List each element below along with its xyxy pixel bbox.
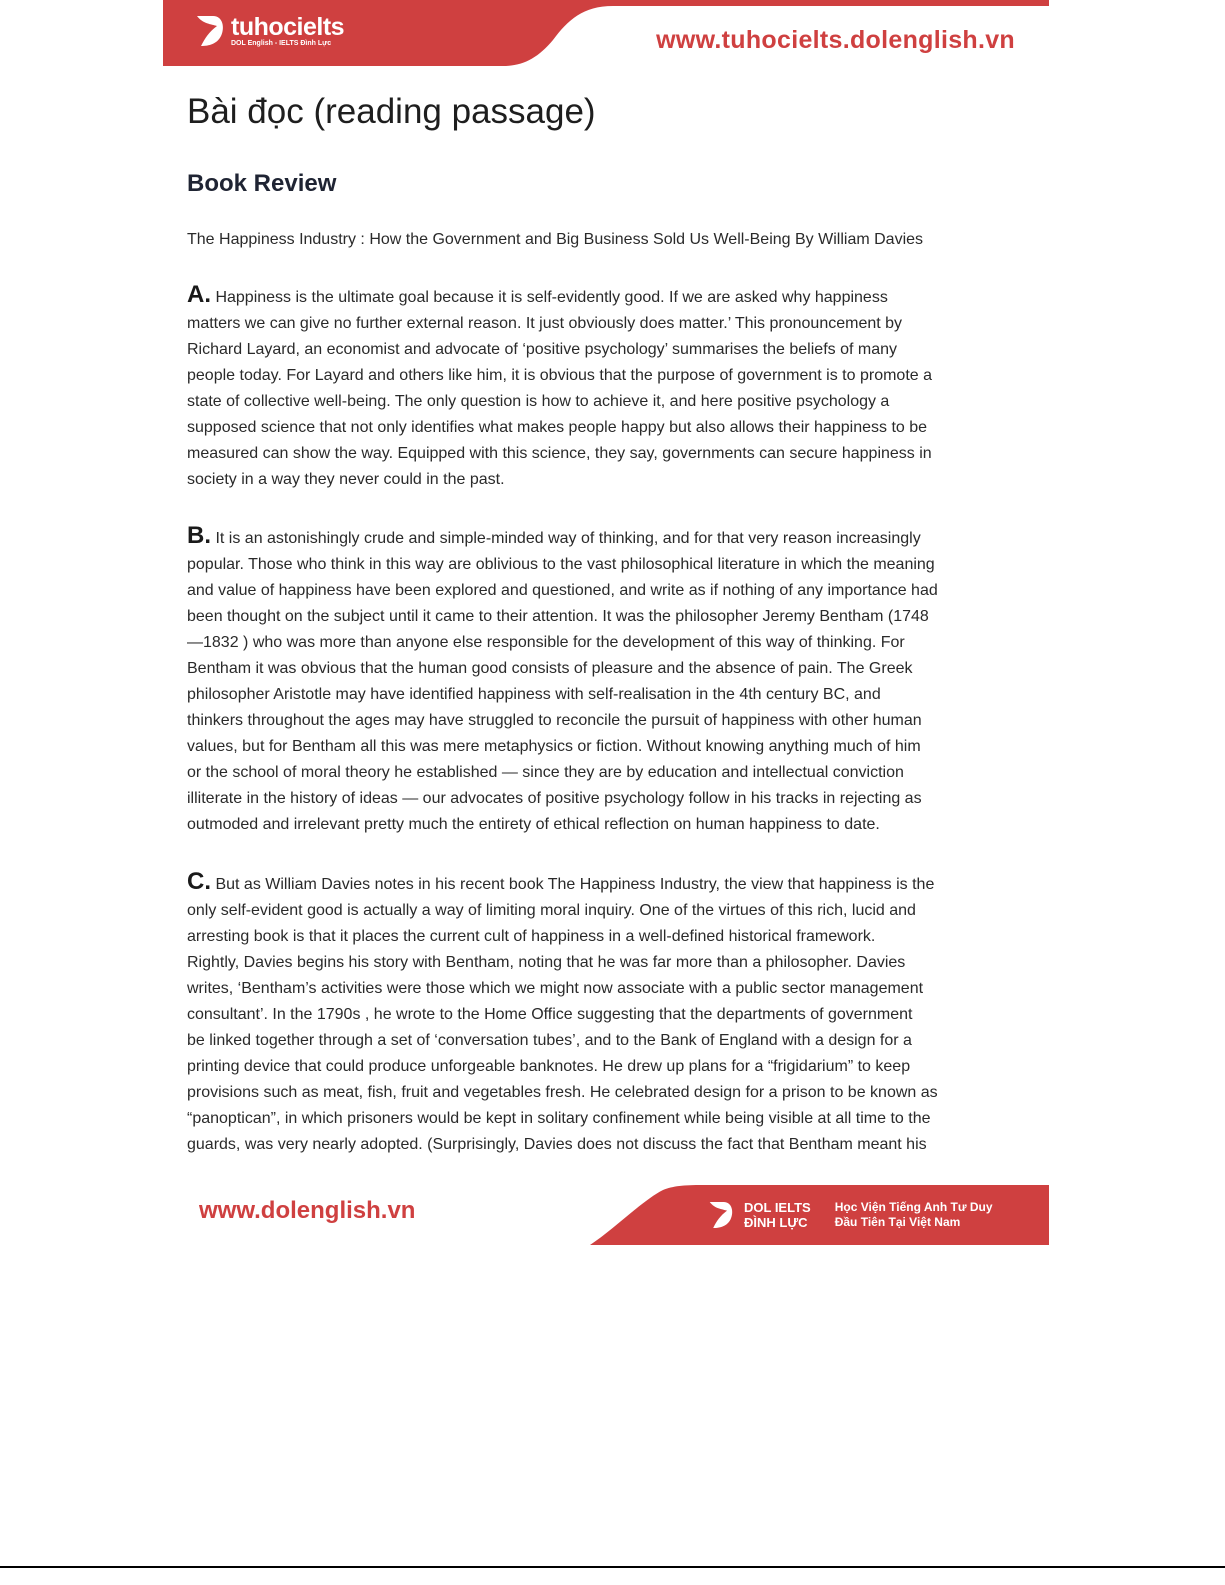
- text-line: values, but for Bentham all this was mere metaphysics or fiction. Without knowing anything much of him: [187, 738, 921, 755]
- page-heading: Bài đọc (reading passage): [187, 92, 596, 131]
- paragraph-letter: C.: [187, 868, 211, 895]
- document-page: [163, 0, 1049, 1250]
- text-line: thinkers throughout the ages may have struggled to reconcile the pursuit of happiness with other human: [187, 712, 922, 729]
- text-line: supposed science that not only identifies what makes people happy but also allows their happiness to be: [187, 419, 928, 436]
- paragraph-c: [187, 869, 1037, 1158]
- text-line: “panoptican”, in which prisoners would be kept in solitary confinement while being visible at all time to the: [187, 1110, 931, 1127]
- text-line: popular. Those who think in this way are oblivious to the vast philosophical literature in which the meaning: [187, 556, 935, 573]
- footer-url-link[interactable]: www.dolenglish.vn: [199, 1197, 416, 1224]
- text-line: Richard Layard, an economist and advocate of ‘positive psychology’ summarises the beliefs of many: [187, 341, 897, 358]
- dol-logo-icon: [708, 1198, 734, 1232]
- text-line: guards, was very nearly adopted. (Surprisingly, Davies does not discuss the fact that Bentham meant his: [187, 1136, 927, 1153]
- text-line: Happiness is the ultimate goal because it is self-evidently good. If we are asked why happiness: [215, 289, 888, 306]
- text-line: outmoded and irrelevant pretty much the entirety of ethical reflection on human happiness to date.: [187, 816, 880, 833]
- footer-logo-line2: ĐÌNH LỰC: [744, 1215, 808, 1230]
- text-line: and value of happiness have been explored and questioned, and write as if nothing of any importance had: [187, 582, 938, 599]
- footer-logo-line1: DOL IELTS: [744, 1200, 811, 1215]
- header-url-link[interactable]: www.tuhocielts.dolenglish.vn: [656, 26, 1015, 54]
- page-bottom-border: [0, 1566, 1225, 1568]
- text-line: consultant’. In the 1790s , he wrote to the Home Office suggesting that the departments of government: [187, 1006, 913, 1023]
- paragraph-b: [187, 523, 1037, 838]
- text-line: Bentham it was obvious that the human good consists of pleasure and the absence of pain. The Greek: [187, 660, 913, 677]
- paragraph-letter: A.: [187, 281, 211, 308]
- text-line: Rightly, Davies begins his story with Bentham, noting that he was far more than a philosopher. Davies: [187, 954, 906, 971]
- text-line: or the school of moral theory he established — since they are by education and intellectual conviction: [187, 764, 904, 781]
- paragraph-letter: B.: [187, 522, 211, 549]
- book-subtitle: The Happiness Industry : How the Government and Big Business Sold Us Well-Being By William Davies: [187, 231, 924, 248]
- text-line: It is an astonishingly crude and simple-minded way of thinking, and for that very reason increasingly: [215, 530, 921, 547]
- logo-name: tuhocielts: [231, 12, 345, 41]
- text-line: matters we can give no further external reason. It just obviously does matter.’ This pronouncement by: [187, 315, 903, 332]
- text-line: measured can show the way. Equipped with this science, they say, governments can secure happiness in: [187, 445, 932, 462]
- text-line: provisions such as meat, fish, fruit and vegetables fresh. He celebrated design for a prison to be known as: [187, 1084, 938, 1101]
- text-line: society in a way they never could in the past.: [187, 471, 505, 488]
- text-line: —1832 ) who was more than anyone else responsible for the development of this way of thinking. For: [187, 634, 905, 651]
- text-line: illiterate in the history of ideas — our advocates of positive psychology follow in his tracks in rejecting as: [187, 790, 922, 807]
- text-line: writes, ‘Bentham’s activities were those which we might now associate with a public sector management: [187, 980, 924, 997]
- text-line: printing device that could produce unforgeable banknotes. He drew up plans for a “frigidarium” to keep: [187, 1058, 911, 1075]
- text-line: But as William Davies notes in his recent book The Happiness Industry, the view that happiness is the: [215, 876, 935, 893]
- header-logo[interactable]: [195, 14, 344, 48]
- section-title: Book Review: [187, 170, 337, 197]
- dol-logo-icon: [195, 14, 225, 48]
- footer-logo[interactable]: [708, 1198, 993, 1232]
- footer-tagline2: Đầu Tiên Tại Việt Nam: [834, 1215, 961, 1229]
- text-line: people today. For Layard and others like him, it is obvious that the purpose of government is to promote a: [187, 367, 933, 384]
- text-line: been thought on the subject until it came to their attention. It was the philosopher Jeremy Bentham (1748: [187, 608, 929, 625]
- paragraph-a: [187, 282, 1037, 493]
- text-line: only self-evident good is actually a way of limiting moral inquiry. One of the virtues of this rich, lucid and: [187, 902, 916, 919]
- footer-tagline1: Học Viện Tiếng Anh Tư Duy: [834, 1200, 993, 1214]
- text-line: arresting book is that it places the current cult of happiness in a well-defined historical framework.: [187, 928, 876, 945]
- text-line: philosopher Aristotle may have identified happiness with self-realisation in the 4th century BC, and: [187, 686, 881, 703]
- text-line: be linked together through a set of ‘conversation tubes’, and to the Bank of England with a design for a: [187, 1032, 912, 1049]
- logo-subtitle: DOL English - IELTS Đình Lực: [231, 39, 332, 47]
- text-line: state of collective well-being. The only question is how to achieve it, and here positive psychology a: [187, 393, 890, 410]
